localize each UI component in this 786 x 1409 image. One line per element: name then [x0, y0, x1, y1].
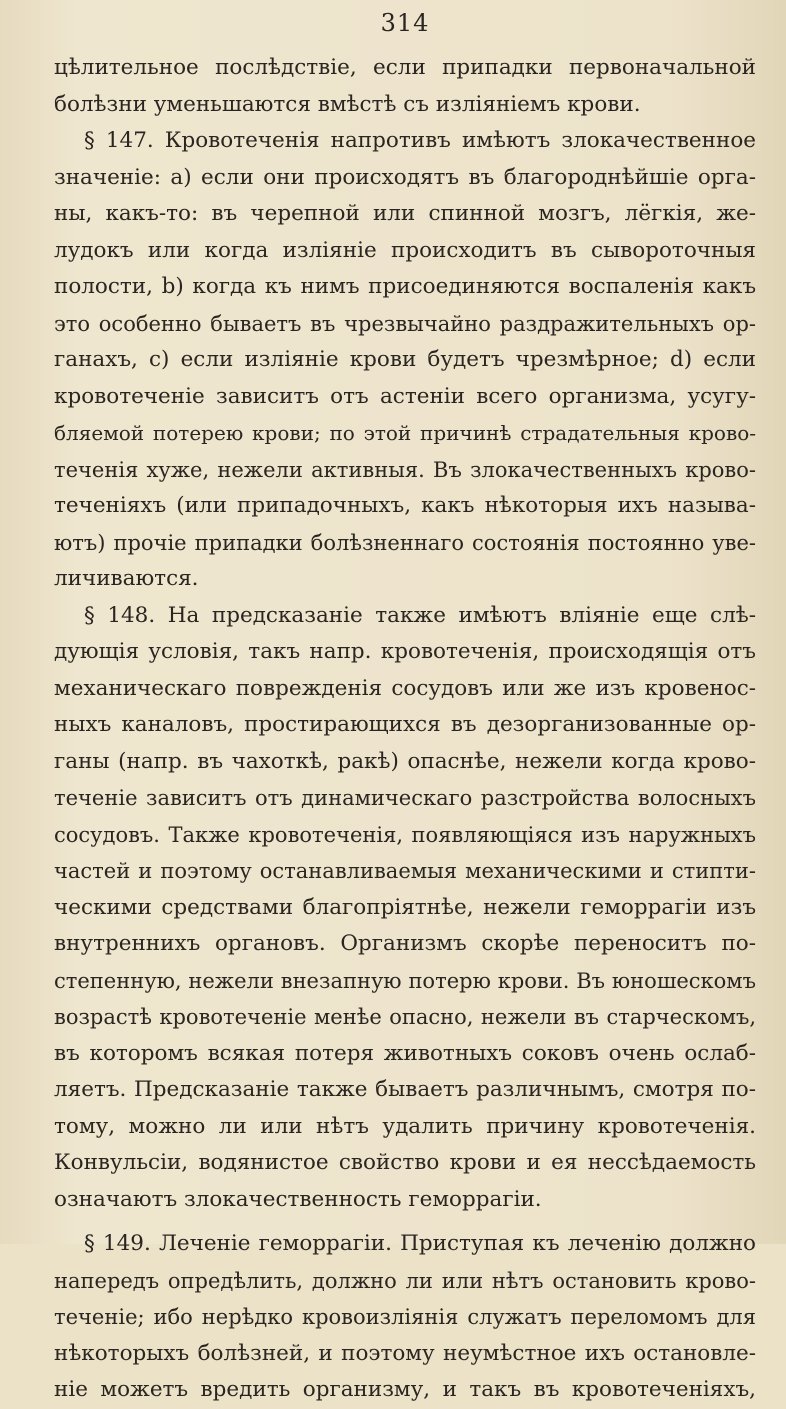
- text-line: теченіе зависитъ отъ динамическаго разстройства волосныхъ: [54, 786, 756, 810]
- text-line: ганы (напр. въ чахоткѣ, ракѣ) опаснѣе, нежели когда крово-: [54, 748, 756, 774]
- text-line: степенную, нежели внезапную потерю крови. Въ юношескомъ: [54, 968, 756, 993]
- text-line: § 149. Леченіе геморрагіи. Приступая къ леченію должно: [84, 1231, 756, 1256]
- text-line: частей и поэтому останавливаемыя механическими и стипти-: [54, 859, 756, 883]
- text-line: Конвульсіи, водянистое свойство крови и ея нессѣдаемость: [54, 1150, 756, 1175]
- text-line: § 148. На предсказаніе также имѣютъ вліяніе еще слѣ-: [84, 602, 756, 628]
- text-line: кровотеченіе зависитъ отъ астеніи всего организма, усугу-: [54, 383, 756, 409]
- text-line: дующія условія, такъ напр. кровотеченія, происходящія отъ: [54, 639, 756, 664]
- text-line: значеніе: a) если они происходятъ въ благороднѣйшіе орга-: [54, 164, 756, 190]
- text-line: болѣзни уменьшаются вмѣстѣ съ изліяніемъ крови.: [54, 91, 641, 117]
- paragraph-section-149: [54, 1226, 756, 1409]
- text-line: ны, какъ-то: въ черепной или спинной мозгъ, лёгкія, же-: [54, 201, 756, 226]
- paragraph-continuation: [54, 50, 756, 123]
- text-line: лудокъ или когда изліяніе происходитъ въ сывороточныя: [54, 237, 756, 263]
- text-line: теченіе; ибо нерѣдко кровоизліянія служатъ переломомъ для: [54, 1305, 756, 1329]
- text-line: ляетъ. Предсказаніе также бываетъ различнымъ, смотря по-: [54, 1077, 756, 1102]
- text-line: ныхъ каналовъ, простирающихся въ дезорганизованные ор-: [54, 712, 756, 737]
- text-line: тому, можно ли или нѣтъ удалить причину кровотеченія.: [54, 1113, 756, 1139]
- text-line: ческими средствами благопріятнѣе, нежели геморрагіи изъ: [54, 894, 756, 920]
- text-line: ніе можетъ вредить организму, и такъ въ кровотеченіяхъ,: [54, 1377, 756, 1402]
- text-line: въ которомъ всякая потеря животныхъ соковъ очень ослаб-: [54, 1040, 756, 1066]
- text-line: это особенно бываетъ въ чрезвычайно раздражительныхъ ор-: [54, 311, 756, 336]
- text-line: означаютъ злокачественность геморрагіи.: [54, 1186, 542, 1212]
- text-line: нѣкоторыхъ болѣзней, и поэтому неумѣстное ихъ остановле-: [54, 1340, 756, 1366]
- page-number: 314: [380, 9, 430, 37]
- text-line: бляемой потерею крови; по этой причинѣ страдательныя крово-: [54, 421, 756, 445]
- text-line: напередъ опредѣлить, должно ли или нѣтъ остановить крово-: [54, 1268, 756, 1293]
- text-line: теченія хуже, нежели активныя. Въ злокачественныхъ крово-: [54, 457, 756, 482]
- text-line: полости, b) когда къ нимъ присоединяются воспаленія какъ: [54, 274, 756, 299]
- text-line: ганахъ, c) если изліяніе крови будетъ чрезмѣрное; d) если: [54, 347, 756, 372]
- text-line: возрастѣ кровотеченіе менѣе опасно, нежели въ старческомъ,: [54, 1005, 756, 1029]
- text-line: сосудовъ. Также кровотеченія, появляющіяся изъ наружныхъ: [54, 822, 756, 847]
- paragraph-section-147: [54, 123, 756, 598]
- text-line: личиваются.: [54, 566, 199, 591]
- text-line: механическаго поврежденія сосудовъ или же изъ кровенос-: [54, 675, 756, 701]
- text-line: цѣлительное послѣдствіе, если припадки первоначальной: [54, 55, 756, 80]
- paragraph-section-148: [54, 598, 756, 1219]
- text-line: § 147. Кровотеченія напротивъ имѣютъ злокачественное: [84, 128, 756, 153]
- text-line: ютъ) прочіе припадки болѣзненнаго состоянія постоянно уве-: [54, 530, 756, 555]
- text-line: теченіяхъ (или припадочныхъ, какъ нѣкоторыя ихъ называ-: [54, 493, 756, 518]
- text-line: внутреннихъ органовъ. Организмъ скорѣе переноситъ по-: [54, 931, 756, 956]
